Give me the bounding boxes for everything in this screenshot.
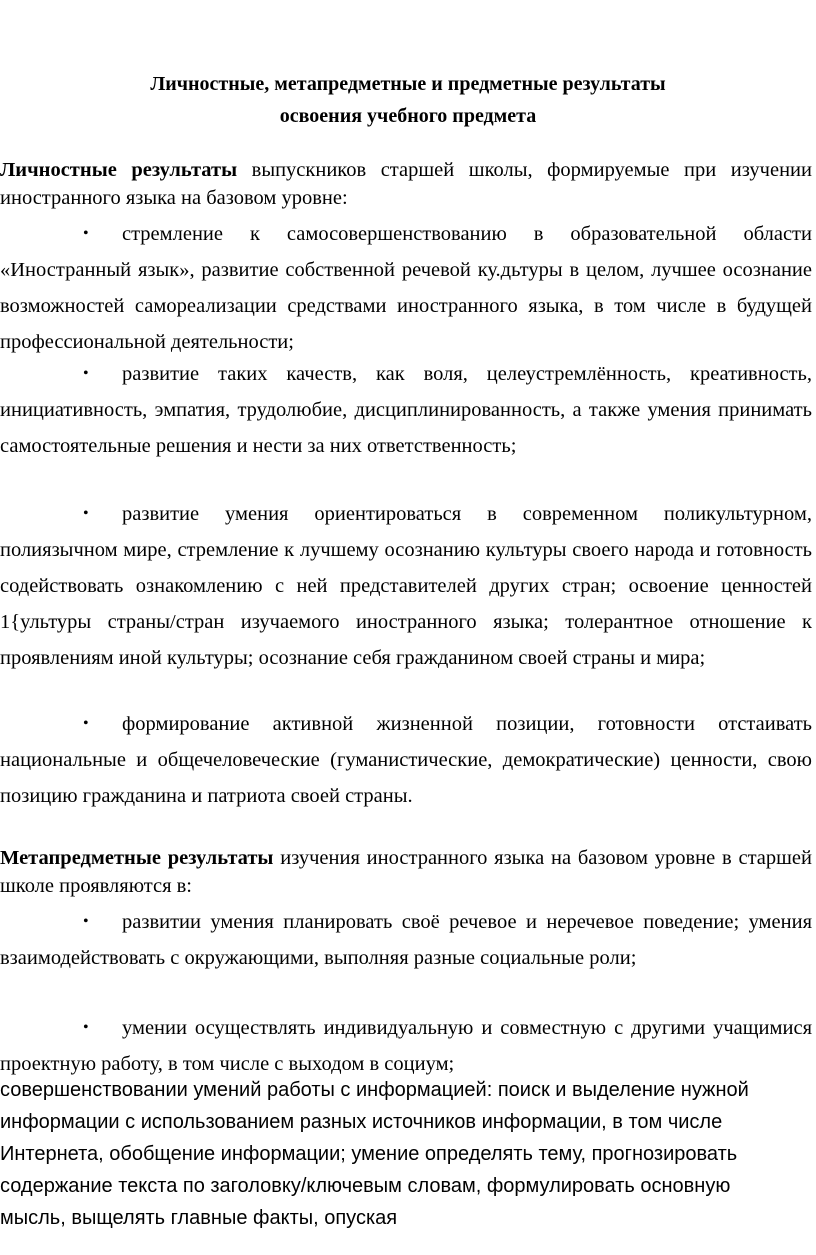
bullet-icon: •: [83, 1019, 89, 1036]
list-item: [0, 496, 812, 676]
page-title-line-2: освоения учебного предмета: [279, 105, 537, 127]
bullet-icon: •: [83, 913, 89, 930]
meta-results-intro: [0, 844, 812, 900]
personal-item-1-text: стремление к самосовершенствованию в образовательной области «Иностранный язык», развитие собственной речевой ку.дьтуры в целом, лучшее осознание возможностей самореализации средствами иностранного языка, в том числе в будущей профессиональной деятельности;: [0, 223, 812, 353]
list-item: [0, 356, 812, 464]
meta-continuation-text: совершенствовании умений работы с информацией: поиск и выделение нужной информации с использованием разных источников информации, в том числе Интернета, обобщение информации; умение определять тему, прогнозировать содержание текста по заголовку/ключевым словам, формулировать основную мысль, выщелять главные факты, опуская: [0, 1079, 749, 1229]
personal-results-intro: [0, 156, 812, 212]
bullet-icon: •: [83, 365, 89, 382]
list-item: [0, 216, 812, 360]
bullet-icon: •: [83, 505, 89, 522]
meta-item-1-text: развитии умения планировать своё речевое и неречевое поведение; умения взаимодействовать с окружающими, выполняя разные социальные роли;: [0, 911, 812, 969]
list-item: [0, 1010, 812, 1082]
bullet-icon: •: [83, 715, 89, 732]
personal-results-heading: Личностные результаты: [0, 159, 238, 181]
bullet-icon: •: [83, 225, 89, 242]
personal-item-3-text: развитие умения ориентироваться в современном поликультурном, полиязычном мире, стремление к лучшему осознанию культуры своего народа и готовность содействовать ознакомлению с ней представителей других стран; освоение ценностей 1{ультуры страны/стран изучаемого иностранного языка; толерантное отношение к проявлениям иной культуры; осознание себя гражданином своей страны и мира;: [0, 503, 812, 669]
personal-results-intro-text: выпускников старшей школы, формируемые при изучении иностранного языка на базовом уровне:: [0, 159, 812, 209]
personal-item-4-text: формирование активной жизненной позиции, готовности отстаивать национальные и общечеловеческие (гуманистические, демократические) ценности, свою позицию гражданина и патриота своей страны.: [0, 713, 812, 807]
meta-item-2-text: умении осуществлять индивидуальную и совместную с другими учащимися проектную работу, в том числе с выходом в социум;: [0, 1017, 812, 1075]
list-item: [0, 904, 812, 976]
personal-item-2-text: развитие таких качеств, как воля, целеустремлённость, креативность, инициативность, эмпатия, трудолюбие, дисциплинированность, а также умения принимать самостоятельные решения и нести за них ответственность;: [0, 363, 812, 457]
meta-results-heading: Метапредметные результаты: [0, 847, 274, 869]
list-item: [0, 706, 812, 814]
meta-results-intro-text: изучения иностранного языка на базовом уровне в старшей школе проявляются в:: [0, 847, 812, 897]
page-title-line-1: Личностные, метапредметные и предметные результаты: [150, 73, 666, 95]
